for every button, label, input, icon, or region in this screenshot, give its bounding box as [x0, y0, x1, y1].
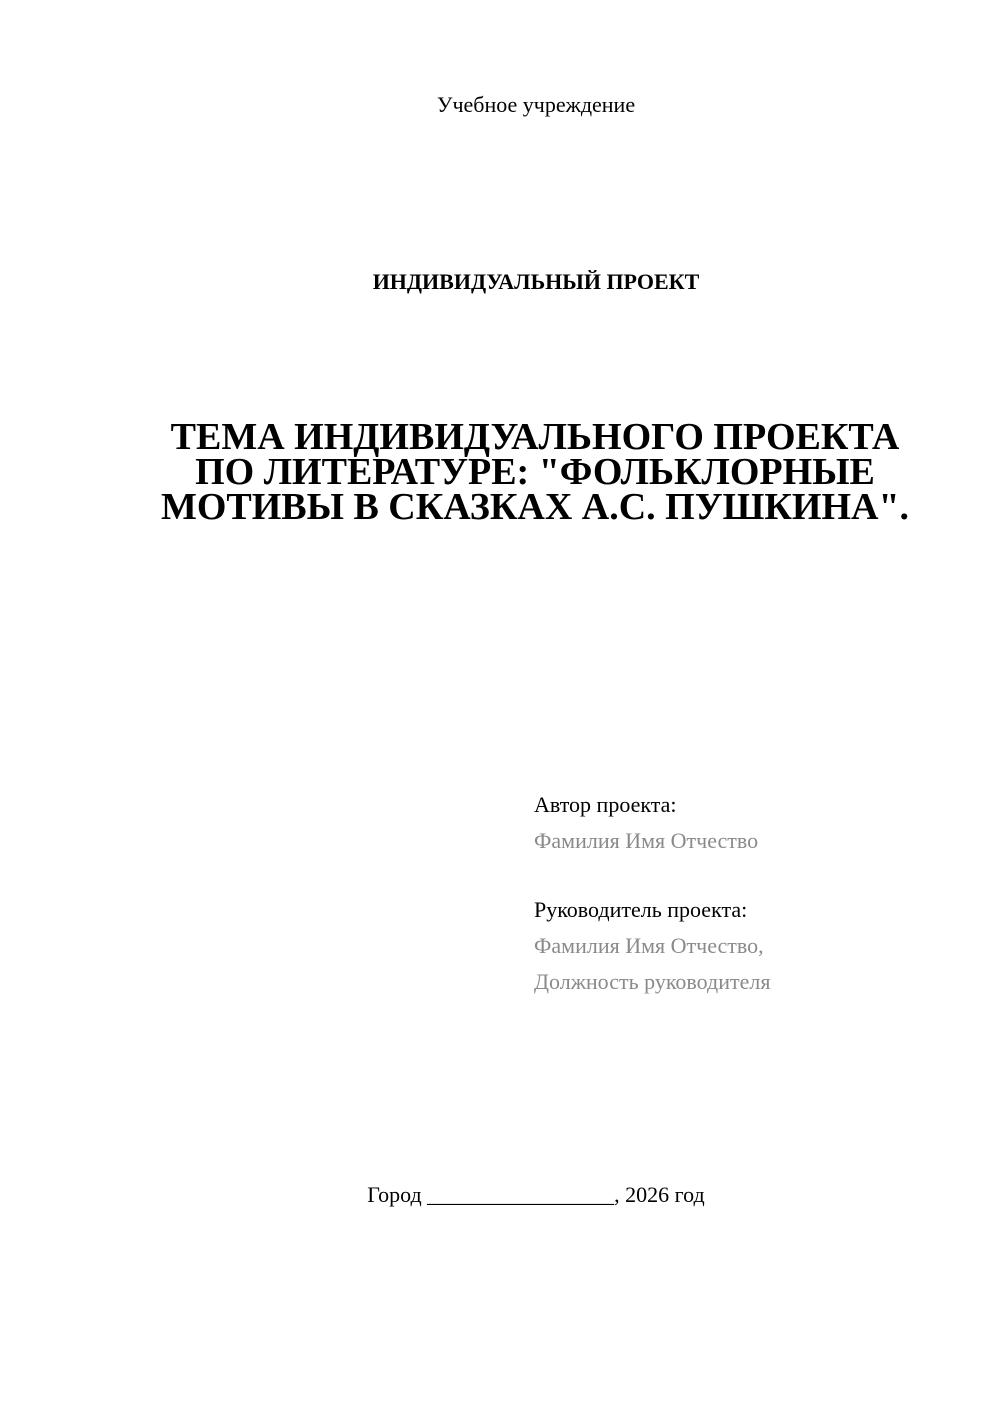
- spacer: [534, 859, 974, 892]
- project-topic: [150, 416, 920, 528]
- supervisor-label: Руководитель проекта:: [534, 897, 748, 922]
- institution-name: Учебное учреждение: [436, 92, 636, 117]
- topic-line: ТЕМА ИНДИВИДУАЛЬНОГО ПРОЕКТА: [170, 416, 900, 458]
- city-year-footer: Город _________________, 2026 год: [367, 1182, 705, 1207]
- authors-block: [534, 787, 974, 1000]
- document-type: ИНДИВИДУАЛЬНЫЙ ПРОЕКТ: [372, 269, 700, 294]
- author-label: Автор проекта:: [534, 792, 677, 817]
- supervisor-position-placeholder: Должность руководителя: [534, 969, 771, 994]
- topic-line: ПО ЛИТЕРАТУРЕ: "ФОЛЬКЛОРНЫЕ: [195, 451, 875, 493]
- topic-line: МОТИВЫ В СКАЗКАХ А.С. ПУШКИНА".: [160, 486, 910, 528]
- supervisor-name-placeholder: Фамилия Имя Отчество,: [534, 933, 764, 958]
- author-name-placeholder: Фамилия Имя Отчество: [534, 828, 759, 853]
